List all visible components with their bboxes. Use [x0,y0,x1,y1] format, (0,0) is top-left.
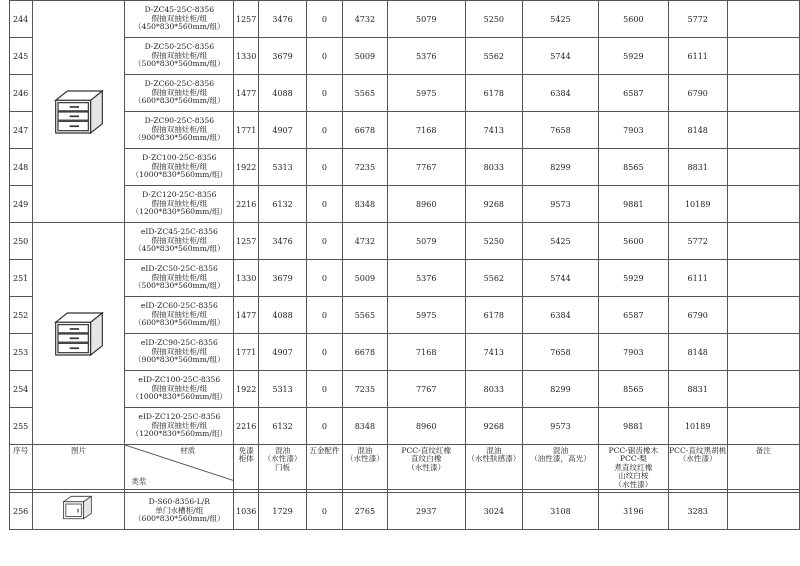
product-image-cell [32,493,125,530]
price-v7: 6587 [598,75,668,112]
header-col6 [465,445,523,490]
product-size: （600*830*560mm/组） [133,514,225,524]
price-table [9,0,800,530]
product-code: eID-ZC45-25C-8356 [140,227,218,237]
remark-cell [727,371,799,408]
price-v7: 5929 [598,260,668,297]
table-row [10,260,800,297]
seq-number: 252 [10,297,33,334]
product-description [125,334,234,371]
price-v6: 6384 [523,297,599,334]
price-v3: 5009 [342,38,387,75]
price-v4: 5975 [387,75,465,112]
price-v4: 8960 [387,408,465,445]
seq-number: 246 [10,75,33,112]
product-name: 假抽双抽灶柜/组 [151,161,208,171]
price-v1: 1257 [234,1,259,38]
price-hw: 0 [307,371,343,408]
price-v1: 1922 [234,371,259,408]
price-v8: 5772 [668,1,727,38]
price-v5: 3024 [465,493,523,530]
price-v4: 5376 [387,38,465,75]
price-v5: 7413 [465,112,523,149]
header-image: 图片 [32,445,125,490]
price-v1: 1477 [234,297,259,334]
price-v5: 5562 [465,38,523,75]
remark-cell [727,223,799,260]
price-v7: 8565 [598,149,668,186]
header-material-category [125,445,234,490]
price-v3: 7235 [342,149,387,186]
header-line: （水性漆） [345,454,384,464]
product-code: eID-ZC90-25C-8356 [140,338,218,348]
price-v1: 1477 [234,75,259,112]
table-row [10,408,800,445]
header-line: 煮直纹红橡 [614,462,653,472]
price-hw: 0 [307,260,343,297]
product-description [125,112,234,149]
table-row [10,371,800,408]
table-row [10,1,800,38]
price-v2: 4088 [259,297,307,334]
price-v3: 6678 [342,334,387,371]
price-v6: 7658 [523,112,599,149]
price-v5: 6178 [465,75,523,112]
remark-cell [727,38,799,75]
price-v3: 4732 [342,223,387,260]
remark-cell [727,149,799,186]
price-v5: 8033 [465,149,523,186]
price-v3: 7235 [342,371,387,408]
product-description [125,38,234,75]
price-v6: 6384 [523,75,599,112]
product-size: （900*830*560mm/组） [133,133,225,143]
product-name: 假抽双抽灶柜/组 [151,50,208,60]
product-name: 单门水槽柜/组 [155,505,204,515]
price-v7: 8565 [598,371,668,408]
header-seq: 序号 [10,445,33,490]
price-v1: 1257 [234,223,259,260]
header-line: （油性漆，高光） [530,454,591,464]
price-v6: 5744 [523,260,599,297]
price-v1: 1771 [234,112,259,149]
price-hw: 0 [307,149,343,186]
price-v3: 2765 [342,493,387,530]
product-size: （600*830*560mm/组） [133,318,225,328]
header-line: 混油 [357,446,373,455]
price-hw: 0 [307,223,343,260]
price-v5: 5562 [465,260,523,297]
product-code: eID-ZC100-25C-8356 [138,375,221,385]
seq-number: 253 [10,334,33,371]
header-line: 山纹白桉 [618,471,649,481]
price-v5: 5250 [465,223,523,260]
header-line: 混油 [552,446,569,455]
price-v7: 7903 [598,334,668,371]
header-line: PCC-直纹黑胡桃 [669,446,727,455]
product-size: （1200*830*560mm/组） [131,429,228,439]
product-description [125,1,234,38]
remark-cell [727,493,799,530]
product-name: 假抽双抽灶柜/组 [151,13,208,23]
price-v7: 9881 [598,186,668,223]
product-name: 假抽双抽灶柜/组 [151,309,208,319]
product-name: 假抽双抽灶柜/组 [151,235,208,245]
remark-cell [727,297,799,334]
product-description [125,260,234,297]
price-v6: 5744 [523,38,599,75]
price-v6: 5425 [523,1,599,38]
product-description [125,408,234,445]
product-code: D-ZC60-25C-8356 [144,79,215,89]
double-drawer-cabinet-icon [33,86,125,138]
seq-number: 244 [10,1,33,38]
product-code: eID-ZC60-25C-8356 [140,301,218,311]
price-v1: 2216 [234,408,259,445]
price-v3: 8348 [342,408,387,445]
price-v4: 7168 [387,112,465,149]
price-v4: 7168 [387,334,465,371]
price-v2: 6132 [259,408,307,445]
product-name: 假抽双抽灶柜/组 [151,272,208,282]
price-v3: 5565 [342,297,387,334]
table-row [10,223,800,260]
price-v5: 7413 [465,334,523,371]
price-v6: 8299 [523,371,599,408]
product-code: D-ZC100-25C-8356 [142,153,217,163]
price-v4: 5975 [387,297,465,334]
price-hw: 0 [307,493,343,530]
product-code: D-S60-8356-L/R [148,497,211,507]
product-size: （500*830*560mm/组） [133,281,225,291]
price-v2: 3679 [259,38,307,75]
product-size: （1200*830*560mm/组） [131,207,228,217]
price-v2: 4907 [259,334,307,371]
price-v4: 5376 [387,260,465,297]
price-v8: 6111 [668,38,727,75]
header-line: （水性漆） [614,479,653,489]
price-v7: 7903 [598,112,668,149]
price-v7: 5600 [598,1,668,38]
price-hw: 0 [307,334,343,371]
price-v3: 6678 [342,112,387,149]
price-v1: 1771 [234,334,259,371]
double-drawer-cabinet-icon [33,308,125,360]
price-v1: 1330 [234,260,259,297]
price-v6: 5425 [523,223,599,260]
price-v4: 8960 [387,186,465,223]
table-row [10,493,800,530]
product-size: （450*830*560mm/组） [133,244,225,254]
price-hw: 0 [307,408,343,445]
price-hw: 0 [307,75,343,112]
price-v3: 4732 [342,1,387,38]
header-col10: 备注 [727,445,799,490]
price-v8: 8148 [668,112,727,149]
price-v8: 5772 [668,223,727,260]
price-v8: 6790 [668,297,727,334]
remark-cell [727,260,799,297]
price-v4: 7767 [387,371,465,408]
price-hw: 0 [307,186,343,223]
header-line: PCC-锯齿橡木 PCC-梨 [608,446,659,464]
price-v5: 5250 [465,1,523,38]
remark-cell [727,75,799,112]
product-name: 假抽双抽灶柜/组 [151,346,208,356]
header-line: 门板 [274,462,291,472]
price-v2: 4907 [259,112,307,149]
sink-cabinet-icon [33,494,125,528]
product-description [125,75,234,112]
seq-number: 245 [10,38,33,75]
price-v8: 6790 [668,75,727,112]
price-v6: 9573 [523,408,599,445]
header-line: （水性漆） [407,462,446,472]
price-v8: 8831 [668,371,727,408]
product-name: 假抽双抽灶柜/组 [151,420,208,430]
price-v1: 2216 [234,186,259,223]
remark-cell [727,1,799,38]
price-v8: 6111 [668,260,727,297]
price-v7: 5929 [598,38,668,75]
product-description [125,149,234,186]
price-v7: 6587 [598,297,668,334]
price-hw: 0 [307,297,343,334]
price-v8: 3283 [668,493,727,530]
header-line: （水性肤感漆） [467,454,521,464]
header-col2 [259,445,307,490]
seq-number: 256 [10,493,33,530]
price-v5: 9268 [465,408,523,445]
header-line: 直纹白橡 [411,454,442,464]
table-row [10,149,800,186]
product-code: D-ZC120-25C-8356 [142,190,217,200]
price-v5: 6178 [465,297,523,334]
header-line: 柜体 [238,454,254,464]
price-hw: 0 [307,112,343,149]
product-size: （600*830*560mm/组） [133,96,225,106]
product-size: （1000*830*560mm/组） [131,392,228,402]
product-code: eID-ZC50-25C-8356 [140,264,218,274]
price-v3: 5565 [342,75,387,112]
product-code: D-ZC45-25C-8356 [144,5,215,15]
price-v7: 3196 [598,493,668,530]
price-v2: 5313 [259,149,307,186]
header-col9 [668,445,727,490]
seq-number: 247 [10,112,33,149]
seq-number: 250 [10,223,33,260]
table-row [10,334,800,371]
header-line: 免漆 [238,446,254,455]
header-col4 [342,445,387,490]
price-hw: 0 [307,1,343,38]
header-line: 混油 [274,446,291,455]
product-code: eID-ZC120-25C-8356 [138,412,221,422]
seq-number: 254 [10,371,33,408]
price-v8: 10189 [668,186,727,223]
price-v6: 7658 [523,334,599,371]
table-row [10,186,800,223]
product-image-cell [32,223,125,445]
header-col1 [234,445,259,490]
price-v8: 8831 [668,149,727,186]
product-description [125,371,234,408]
price-v4: 7767 [387,149,465,186]
seq-number: 251 [10,260,33,297]
price-v2: 6132 [259,186,307,223]
product-description [125,297,234,334]
price-v2: 1729 [259,493,307,530]
header-line: PCC-直纹红橡 [401,446,452,455]
product-size: （900*830*560mm/组） [133,355,225,365]
header-material: 材质 [180,446,196,455]
price-v2: 5313 [259,371,307,408]
product-name: 假抽双抽灶柜/组 [151,124,208,134]
price-v8: 10189 [668,408,727,445]
product-code: D-ZC90-25C-8356 [144,116,215,126]
seq-number: 248 [10,149,33,186]
price-v2: 4088 [259,75,307,112]
price-v6: 8299 [523,149,599,186]
price-v7: 9881 [598,408,668,445]
product-description [125,493,234,530]
product-description [125,186,234,223]
table-row [10,75,800,112]
remark-cell [727,112,799,149]
price-v5: 8033 [465,371,523,408]
header-line: （水性漆） [263,454,302,464]
product-size: （1000*830*560mm/组） [131,170,228,180]
product-image-cell [32,1,125,223]
header-line: （水性漆） [678,454,717,464]
header-category: 类浆 [131,476,147,486]
header-col3: 五金配件 [307,445,343,490]
seq-number: 255 [10,408,33,445]
product-name: 假抽双抽灶柜/组 [151,198,208,208]
header-col8 [598,445,668,490]
product-code: D-ZC50-25C-8356 [144,42,215,52]
seq-number: 249 [10,186,33,223]
product-name: 假抽双抽灶柜/组 [151,87,208,97]
price-v4: 5079 [387,1,465,38]
product-size: （500*830*560mm/组） [133,59,225,69]
price-v3: 5009 [342,260,387,297]
price-v3: 8348 [342,186,387,223]
price-v1: 1922 [234,149,259,186]
price-v2: 3476 [259,1,307,38]
price-v2: 3679 [259,260,307,297]
remark-cell [727,408,799,445]
price-v8: 8148 [668,334,727,371]
price-v1: 1330 [234,38,259,75]
price-v5: 9268 [465,186,523,223]
header-col5 [387,445,465,490]
price-v4: 5079 [387,223,465,260]
price-hw: 0 [307,38,343,75]
price-v6: 3108 [523,493,599,530]
price-v4: 2937 [387,493,465,530]
table-row [10,38,800,75]
price-v1: 1036 [234,493,259,530]
price-v7: 5600 [598,223,668,260]
header-col7 [523,445,599,490]
product-size: （450*830*560mm/组） [133,22,225,32]
price-v2: 3476 [259,223,307,260]
remark-cell [727,186,799,223]
remark-cell [727,334,799,371]
table-row [10,112,800,149]
header-row [10,445,800,490]
price-v6: 9573 [523,186,599,223]
product-name: 假抽双抽灶柜/组 [151,383,208,393]
header-line: 混油 [486,446,502,455]
table-row [10,297,800,334]
product-description [125,223,234,260]
